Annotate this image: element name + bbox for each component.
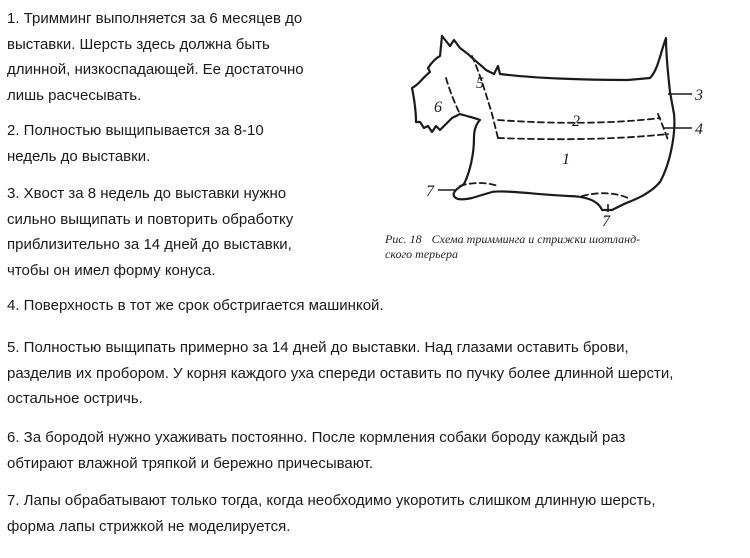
caption-text: Схема тримминга и стрижки шотланд- <box>431 232 641 246</box>
text-line: 1. Тримминг выполняется за 6 месяцев до <box>7 10 303 27</box>
text-line: 3. Хвост за 8 недель до выставки нужно <box>7 185 287 202</box>
text-line: выставки. Шерсть здесь должна быть <box>7 35 270 53</box>
text-line: приблизительно за 14 дней до выставки, <box>7 236 292 253</box>
text-line: разделив их пробором. У корня каждого уха спереди оставить по пучку более длинной шерсти, <box>7 364 674 382</box>
text-line: длинной, низкоспадающей. Ее достаточно <box>7 61 304 78</box>
paw-back-boundary <box>582 193 628 198</box>
zone-label-5: 5 <box>476 75 484 92</box>
tail-boundary <box>658 114 668 140</box>
text-line: 5. Полностью выщипать примерно за 14 дней до выставки. Над глазами оставить брови, <box>7 339 629 356</box>
text-line: форма лапы стрижкой не моделируется. <box>7 517 291 535</box>
paragraph-5 <box>7 335 673 412</box>
text-line: недель до выставки. <box>7 147 151 165</box>
terrier-trimming-diagram <box>402 14 742 234</box>
zone-label-6: 6 <box>434 99 442 116</box>
text-line: обтирают влажной тряпкой и бережно причесывают. <box>7 454 374 472</box>
zone-label-7-right: 7 <box>602 213 610 230</box>
text-line: чтобы он имел форму конуса. <box>7 261 216 279</box>
text-line: лишь расчесывать. <box>7 86 142 104</box>
paragraph-6 <box>7 425 625 476</box>
figure-caption <box>385 232 745 262</box>
text-line: остальное остричь. <box>7 390 143 407</box>
paragraph-4 <box>7 293 384 319</box>
paragraph-2 <box>7 118 264 169</box>
text-line: 2. Полностью выщипывается за 8-10 <box>7 122 264 139</box>
caption-line-2: ского терьера <box>385 247 458 261</box>
zone-2-boundary <box>498 134 668 139</box>
zone-label-2: 2 <box>572 113 580 130</box>
caption-line-1 <box>385 232 745 247</box>
text-line: сильно выщипать и повторить обработку <box>7 210 294 228</box>
text-line: 6. За бородой нужно ухаживать постоянно. После кормления собаки бороду каждый раз <box>7 429 626 446</box>
zone-label-7-left: 7 <box>426 183 434 200</box>
zone-label-3: 3 <box>695 87 703 104</box>
zone-label-4: 4 <box>695 121 703 138</box>
zone-label-1: 1 <box>562 151 570 168</box>
figure-number: Рис. 18 <box>385 232 422 246</box>
zone-6-boundary <box>446 78 460 114</box>
text-line: 4. Поверхность в тот же срок обстригается машинкой. <box>7 297 384 314</box>
paragraph-1 <box>7 6 304 108</box>
text-line: 7. Лапы обрабатывают только тогда, когда необходимо укоротить слишком длинную шерсть, <box>7 492 656 509</box>
paragraph-3 <box>7 181 293 283</box>
paw-front-boundary <box>460 183 498 186</box>
paragraph-7 <box>7 488 656 539</box>
